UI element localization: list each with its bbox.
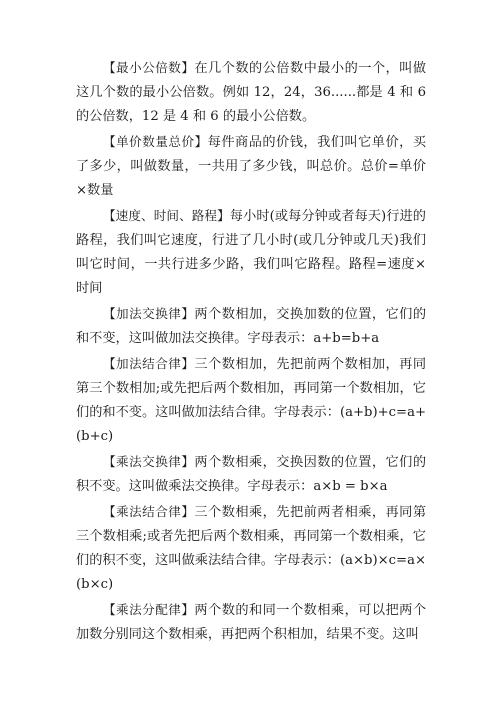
paragraph-text: 三个数相加，先把前两个数相加，再同第三个数相加;或先把后两个数相加，再同第一个数相加，它们的和不变。这叫做加法结合律。字母表示：(a+b)+c=a+(b+c) bbox=[76, 357, 427, 444]
paragraph-speed-time-distance bbox=[76, 204, 426, 301]
paragraph-text: 两个数相乘，交换因数的位置，它们的积不变。这叫做乘法交换律。字母表示：a×b = b×a bbox=[76, 455, 427, 494]
term-heading: 【速度、时间、路程】 bbox=[103, 208, 230, 223]
paragraph-unit-price bbox=[76, 130, 426, 203]
paragraph-text: 在几个数的公倍数中最小的一个，叫做这几个数的最小公倍数。例如 12，24，36......都是 4 和 6 的公倍数，12 是 4 和 6 的最小公倍数。 bbox=[76, 61, 427, 124]
paragraph-multiplication-associative bbox=[76, 500, 426, 597]
paragraph-text: 每件商品的价钱，我们叫它单价，买了多少，叫做数量，一共用了多少钱，叫总价。总价=单价×数量 bbox=[76, 135, 427, 198]
paragraph-multiplication-commutative bbox=[76, 450, 426, 499]
paragraph-text: 两个数相加，交换加数的位置，它们的和不变，这叫做加法交换律。字母表示：a+b=b+a bbox=[76, 307, 427, 346]
term-heading: 【加法交换律】 bbox=[103, 306, 195, 321]
term-heading: 【乘法分配律】 bbox=[103, 602, 195, 617]
paragraph-text: 两个数的和同一个数相乘，可以把两个加数分别同这个数相乘，再把两个积相加，结果不变。这叫 bbox=[76, 603, 427, 642]
term-heading: 【单价数量总价】 bbox=[103, 134, 208, 149]
paragraph-addition-commutative bbox=[76, 302, 426, 351]
term-heading: 【乘法结合律】 bbox=[103, 504, 195, 519]
paragraph-addition-associative bbox=[76, 352, 426, 449]
paragraph-text: 三个数相乘，先把前两者相乘，再同第三个数相乘;或者先把后两个数相乘，再同第一个数相乘，它们的积不变，这叫做乘法结合律。字母表示：(a×b)×c=a×(b×c) bbox=[76, 505, 427, 592]
document-page bbox=[76, 56, 426, 648]
term-heading: 【最小公倍数】 bbox=[103, 60, 195, 75]
paragraph-lcm bbox=[76, 56, 426, 129]
term-heading: 【乘法交换律】 bbox=[103, 454, 195, 469]
paragraph-distributive bbox=[76, 598, 426, 647]
paragraph-text: 每小时(或每分钟或者每天)行进的路程，我们叫它速度，行进了几小时(或几分钟或几天)我们叫它时间，一共行进多少路，我们叫它路程。路程=速度×时间 bbox=[76, 209, 426, 296]
term-heading: 【加法结合律】 bbox=[103, 356, 195, 371]
